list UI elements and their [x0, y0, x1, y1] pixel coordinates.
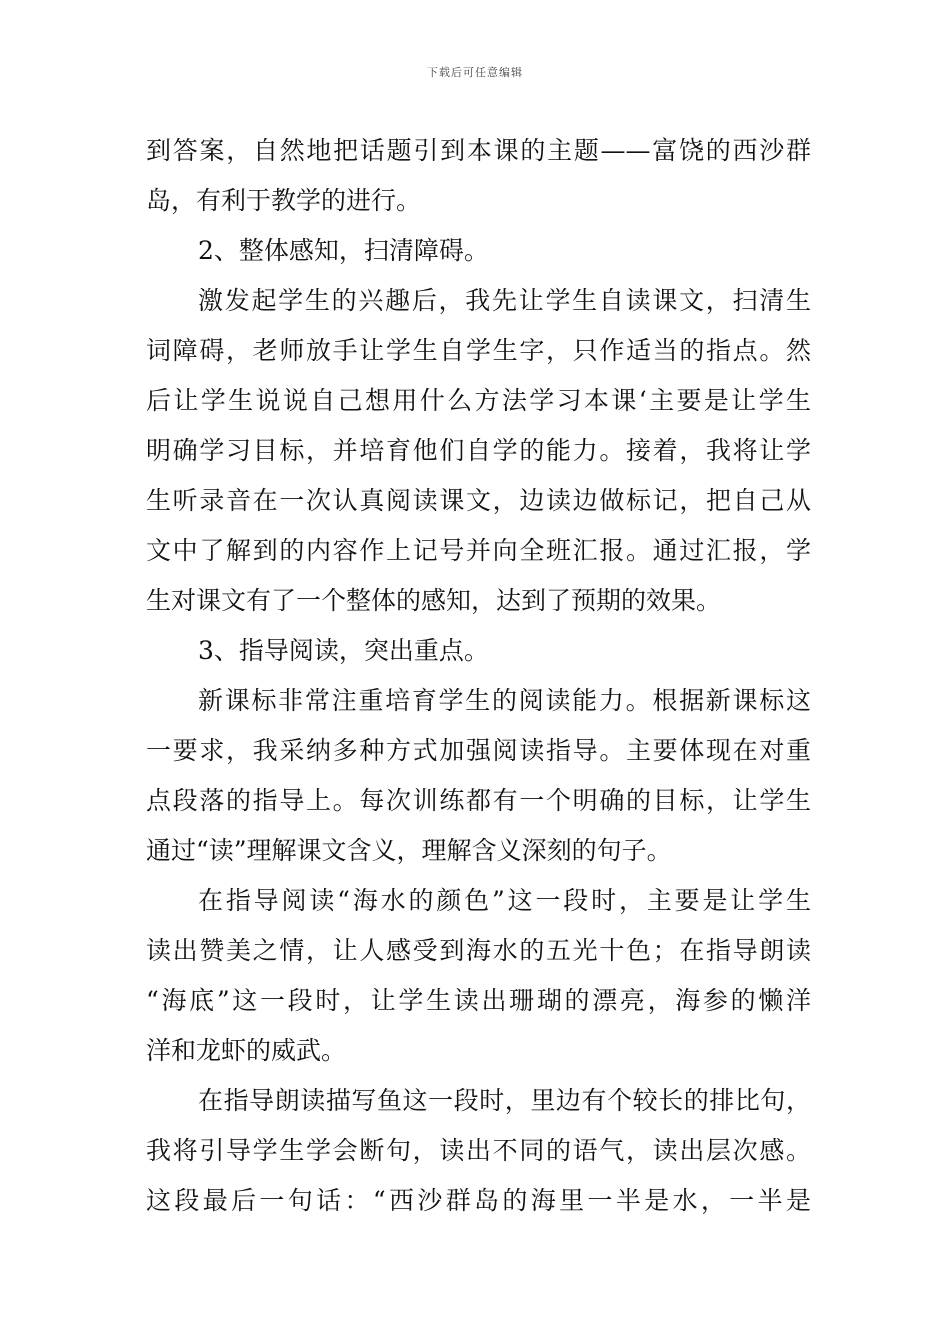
document-body: [146, 126, 811, 1226]
text-line: 到答案，自然地把话题引到本课的主题——富饶的西沙群: [146, 136, 811, 165]
text-line: 这段最后一句话：“西沙群岛的海里一半是水，一半是: [146, 1186, 811, 1215]
page-header: 下载后可任意编辑: [427, 66, 523, 79]
text-line: 点段落的指导上。每次训练都有一个明确的目标，让学生: [146, 786, 811, 815]
text-line: 通过“读”理解课文含义，理解含义深刻的句子。: [146, 836, 672, 865]
text-line: 岛，有利于教学的进行。: [146, 186, 422, 215]
text-line: 生听录音在一次认真阅读课文，边读边做标记，把自己从: [146, 486, 811, 515]
text-line: “海底”这一段时，让学生读出珊瑚的漂亮，海参的懒洋: [146, 986, 811, 1015]
text-line: 在指导朗读描写鱼这一段时，里边有个较长的排比句，: [198, 1086, 811, 1115]
text-line: 后让学生说说自己想用什么方法学习本课‘主要是让学生: [146, 386, 811, 415]
text-line: 生对课文有了一个整体的感知，达到了预期的效果。: [146, 586, 722, 615]
text-line: 读出赞美之情，让人感受到海水的五光十色；在指导朗读: [146, 936, 811, 965]
text-line: 我将引导学生学会断句，读出不同的语气，读出层次感。: [146, 1136, 811, 1165]
text-line: 3、指导阅读，突出重点。: [198, 636, 489, 665]
text-line: 一要求，我采纳多种方式加强阅读指导。主要体现在对重: [146, 736, 811, 765]
text-line: 新课标非常注重培育学生的阅读能力。根据新课标这: [198, 686, 811, 715]
text-line: 文中了解到的内容作上记号并向全班汇报。通过汇报，学: [146, 536, 811, 565]
text-line: 明确学习目标，并培育他们自学的能力。接着，我将让学: [146, 436, 811, 465]
text-line: 洋和龙虾的威武。: [146, 1036, 347, 1065]
text-line: 激发起学生的兴趣后，我先让学生自读课文，扫清生: [198, 286, 811, 315]
text-line: 词障碍，老师放手让学生自学生字，只作适当的指点。然: [146, 336, 811, 365]
text-line: 在指导阅读“海水的颜色”这一段时，主要是让学生: [198, 886, 811, 915]
text-line: 2、整体感知，扫清障碍。: [198, 236, 489, 265]
